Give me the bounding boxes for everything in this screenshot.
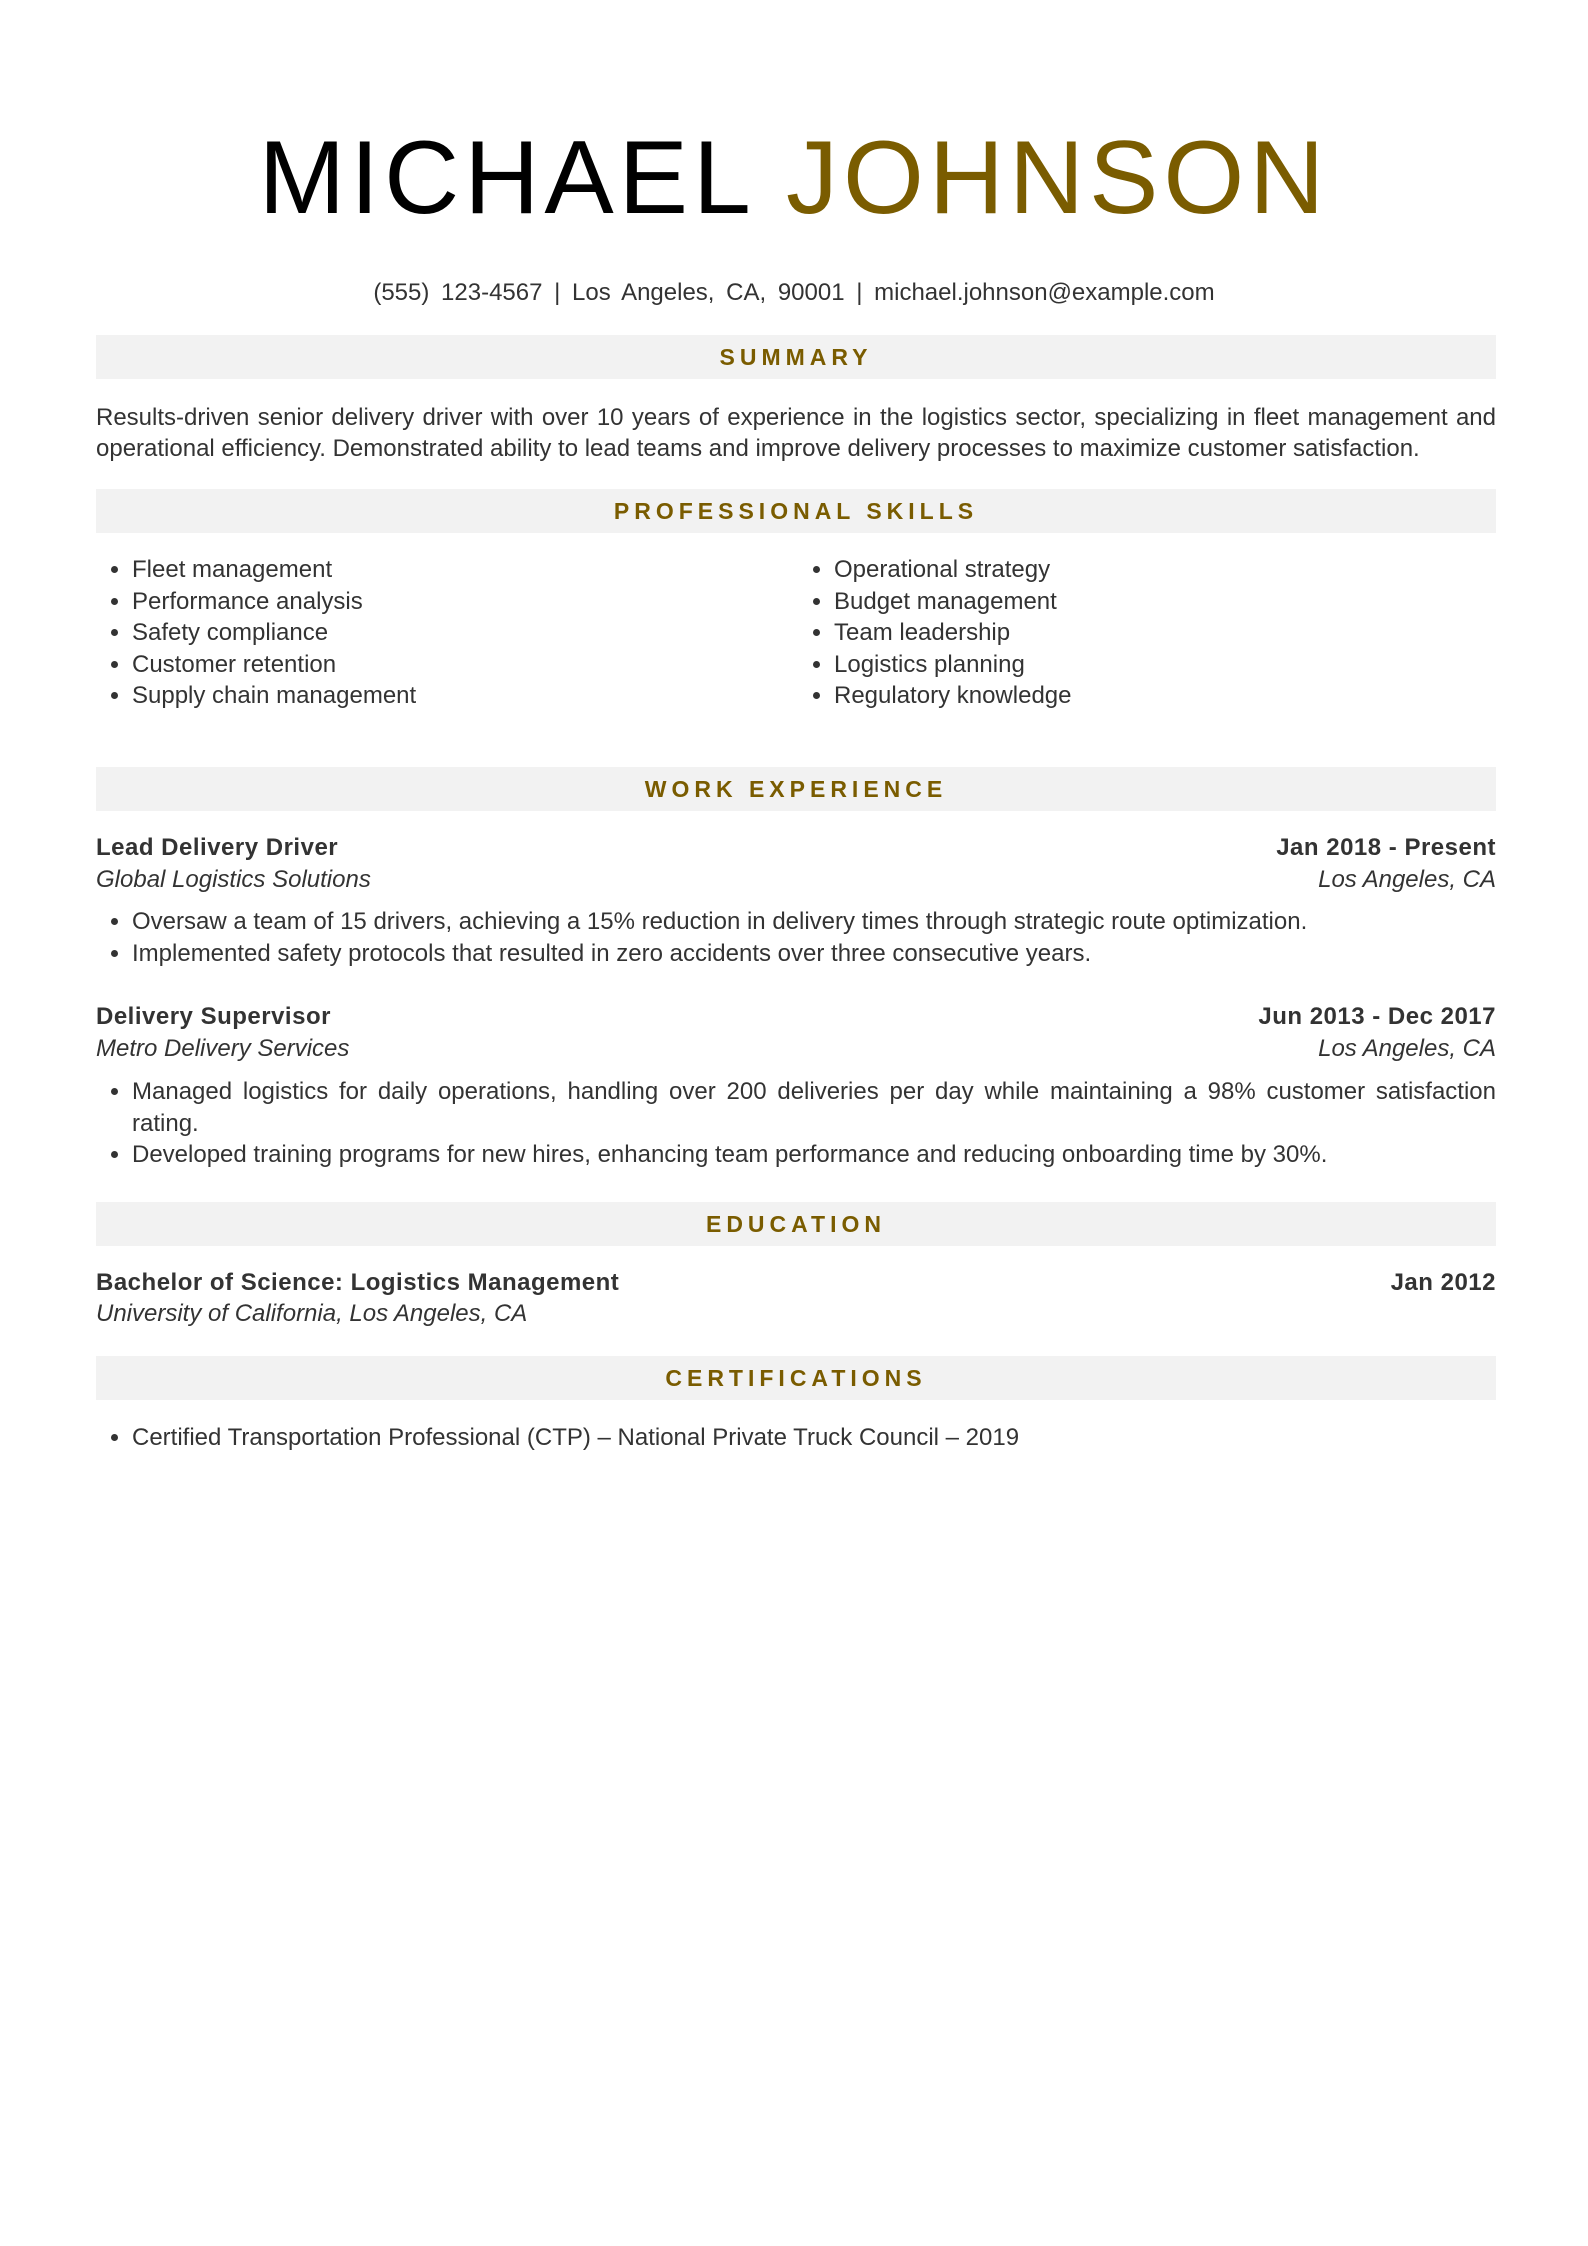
certifications-heading: CERTIFICATIONS bbox=[96, 1356, 1496, 1400]
skill-item: • Logistics planning bbox=[834, 649, 1474, 681]
skills-list-left bbox=[96, 554, 772, 712]
job-subheader bbox=[96, 1033, 1496, 1065]
skill-item: • Team leadership bbox=[834, 617, 1474, 649]
skill-item: • Safety compliance bbox=[132, 617, 772, 649]
skill-item: • Operational strategy bbox=[834, 554, 1474, 586]
job-company: Global Logistics Solutions bbox=[96, 866, 371, 893]
candidate-name bbox=[0, 118, 1588, 238]
job-header bbox=[96, 832, 1496, 864]
job-company: Metro Delivery Services bbox=[96, 1035, 350, 1062]
job-bullets bbox=[96, 906, 1496, 969]
skill-item: • Budget management bbox=[834, 586, 1474, 618]
job-bullet: • Managed logistics for daily operations, handling over 200 deliveries per day while maintaining a 98% customer satisfaction rating. bbox=[132, 1076, 1496, 1139]
skill-item: • Fleet management bbox=[132, 554, 772, 586]
summary-heading: SUMMARY bbox=[96, 335, 1496, 379]
skill-item: • Customer retention bbox=[132, 649, 772, 681]
summary-text: Results-driven senior delivery driver with over 10 years of experience in the logistics sector, specializing in fleet management and operational efficiency. Demonstrated ability to lead teams and improve delivery processes to maximize customer satisfaction. bbox=[96, 404, 1496, 462]
job-subheader bbox=[96, 864, 1496, 896]
last-name: JOHNSON bbox=[785, 120, 1330, 236]
skill-item: • Performance analysis bbox=[132, 586, 772, 618]
certifications-list bbox=[96, 1422, 1496, 1454]
degree-date: Jan 2012 bbox=[1390, 1269, 1496, 1296]
education-subheader bbox=[96, 1298, 1496, 1330]
job-dates: Jun 2013 - Dec 2017 bbox=[1258, 1003, 1496, 1030]
degree: Bachelor of Science: Logistics Management bbox=[96, 1269, 620, 1296]
skills-list-right bbox=[798, 554, 1474, 712]
job-bullets bbox=[96, 1076, 1496, 1171]
job-location: Los Angeles, CA bbox=[1318, 866, 1496, 893]
education-heading: EDUCATION bbox=[96, 1202, 1496, 1246]
experience-heading: WORK EXPERIENCE bbox=[96, 767, 1496, 811]
education-header bbox=[96, 1267, 1496, 1299]
contact-line: (555) 123-4567 | Los Angeles, CA, 90001 | michael.johnson@example.com bbox=[373, 279, 1215, 306]
job-header bbox=[96, 1001, 1496, 1033]
job-title: Lead Delivery Driver bbox=[96, 834, 339, 861]
job-title: Delivery Supervisor bbox=[96, 1003, 331, 1030]
first-name: MICHAEL bbox=[258, 120, 753, 236]
certification-item: • Certified Transportation Professional (CTP) – National Private Truck Council – 2019 bbox=[132, 1422, 1496, 1454]
job-dates: Jan 2018 - Present bbox=[1276, 834, 1496, 861]
skill-item: • Supply chain management bbox=[132, 680, 772, 712]
skill-item: • Regulatory knowledge bbox=[834, 680, 1474, 712]
job-bullet: • Developed training programs for new hires, enhancing team performance and reducing onboarding time by 30%. bbox=[132, 1139, 1496, 1171]
job-location: Los Angeles, CA bbox=[1318, 1035, 1496, 1062]
job-bullet: • Implemented safety protocols that resulted in zero accidents over three consecutive years. bbox=[132, 938, 1496, 970]
job-bullet: • Oversaw a team of 15 drivers, achieving a 15% reduction in delivery times through strategic route optimization. bbox=[132, 906, 1496, 938]
school: University of California, Los Angeles, CA bbox=[96, 1300, 528, 1327]
skills-heading: PROFESSIONAL SKILLS bbox=[96, 489, 1496, 533]
